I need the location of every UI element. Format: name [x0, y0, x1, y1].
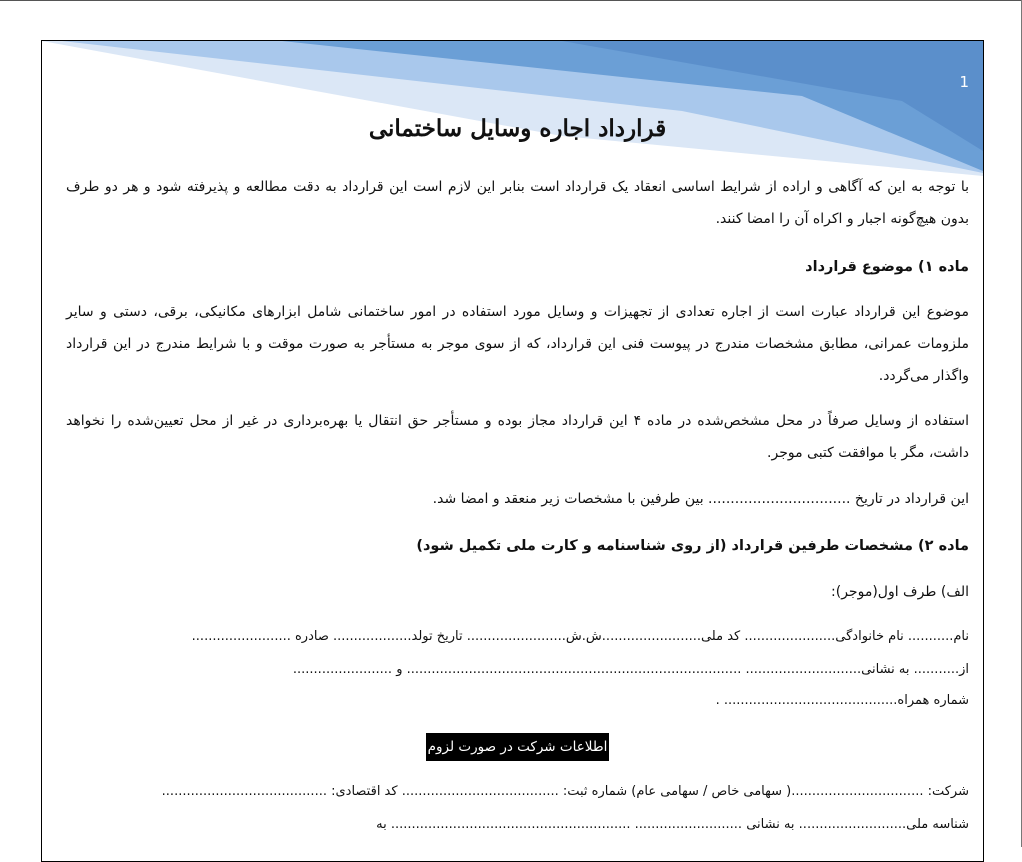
document-page — [41, 40, 984, 862]
company-registration-line: شرکت: ................................( سهامی خاص / سهامی عام) شماره ثبت: ...................................... کد اقتصادی: ........................................ — [161, 784, 969, 799]
party-a-identity-line: نام........... نام خانوادگی...................... کد ملی........................ش.ش........................ تاریخ تولد................... صادره ........................ — [191, 629, 969, 644]
window-top-edge — [0, 0, 1022, 1]
page-number: 1 — [959, 73, 969, 91]
company-info-banner — [66, 733, 969, 761]
article-1-paragraph-2: استفاده از وسایل صرفاً در محل مشخص‌شده در ماده ۴ این قرارداد مجاز بوده و مستأجر حق انتقال یا بهره‌برداری در غیر از محل تعیین‌شده را نخواهد داشت، مگر با موافقت کتبی موجر. — [66, 413, 969, 461]
contract-date-line: این قرارداد در تاریخ ................................ بین طرفین با مشخصات زیر منعقد و امضا شد. — [432, 491, 969, 507]
company-national-id-line: شناسه ملی.......................... به نشانی .......................... .......................................................... به — [376, 817, 969, 832]
document-title: قرارداد اجاره وسایل ساختمانی — [368, 115, 667, 142]
intro-paragraph: با توجه به این که آگاهی و اراده از شرایط اساسی انعقاد یک قرارداد است بنابر این لازم است این قرارداد به دقت مطالعه و پذیرفته شود و هر دو طرف بدون هیچ‌گونه اجبار و اکراه آن را امضا کنند. — [66, 179, 969, 227]
header-banner — [42, 41, 983, 181]
article-1-heading: ماده ۱) موضوع قرارداد — [805, 259, 969, 275]
article-2-heading: ماده ۲) مشخصات طرفین قرارداد (از روی شناسنامه و کارت ملی تکمیل شود) — [416, 538, 969, 554]
party-a-label: الف) طرف اول(موجر): — [831, 584, 969, 600]
company-info-banner-text: اطلاعات شرکت در صورت لزوم — [426, 733, 610, 761]
article-1-paragraph-1: موضوع این قرارداد عبارت است از اجاره تعدادی از تجهیزات و وسایل مورد استفاده در امور ساختمانی شامل ابزارهای مکانیکی، برقی، دستی و سایر ملزومات عمرانی، مطابق مشخصات مندرج در پیوست فنی این قرارداد، که از سوی موجر به مستأجر به صورت موقت و با شرایط مندرج در این قرارداد واگذار می‌گردد. — [66, 304, 969, 384]
party-a-mobile-line: شماره همراه.......................................... . — [715, 693, 969, 708]
party-a-address-line: از........... به نشانی............................ ................................................................................. و ........................ — [292, 662, 969, 677]
